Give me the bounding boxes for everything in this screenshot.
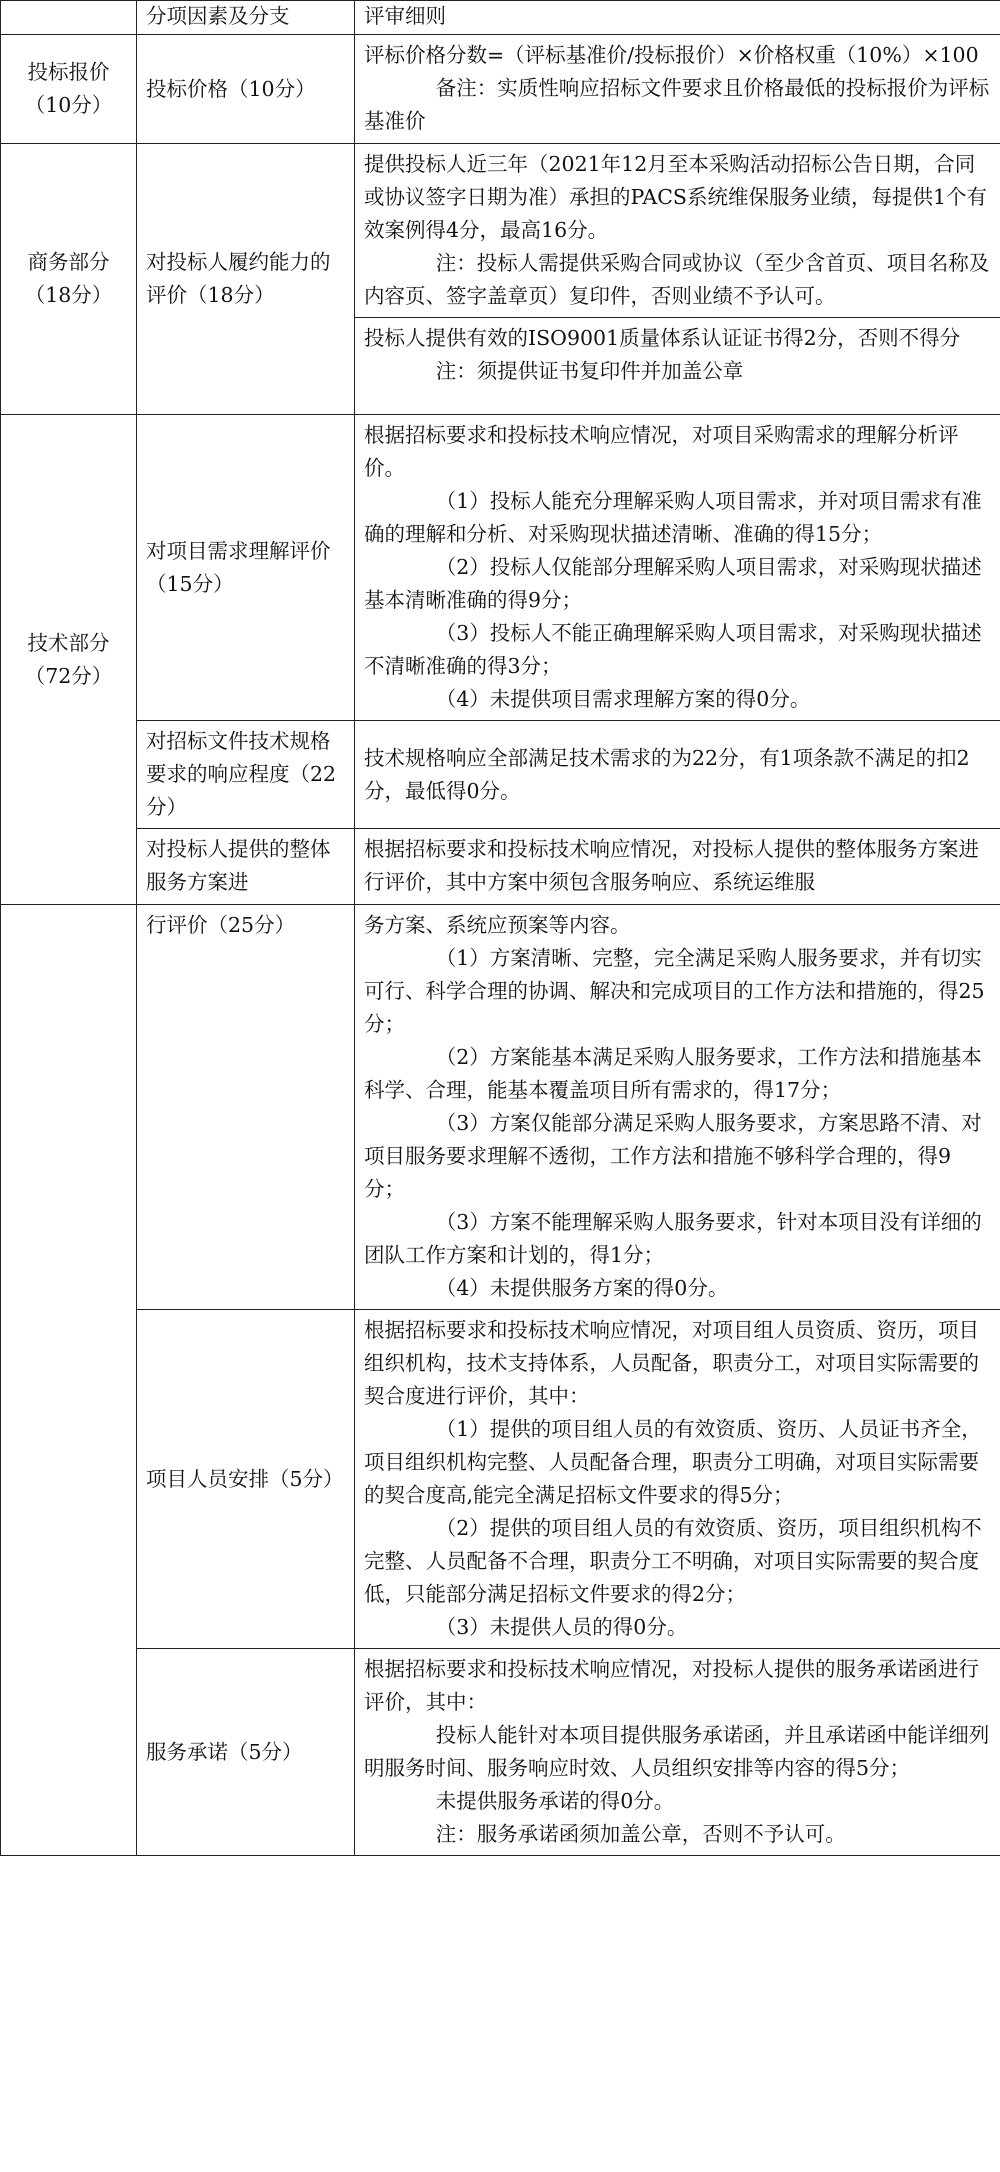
table-header-row <box>1 1 1000 35</box>
category-business <box>1 144 137 415</box>
detail-line: 未提供服务承诺的得0分。 <box>435 1789 675 1813</box>
sub-tech-spec-response: 对招标文件技术规格要求的响应程度（22分） <box>137 721 355 829</box>
sub-service-plan-part2: 行评价（25分） <box>137 905 355 1310</box>
detail-line: （1）提供的项目组人员的有效资质、资历、人员证书齐全，项目组织机构完整、人员配备合理，职责分工明确，对项目实际需要的契合度高,能完全满足招标文件要求的得5分； <box>364 1417 982 1507</box>
detail-staffing <box>355 1310 1000 1649</box>
detail-line: 根据招标要求和投标技术响应情况，对投标人提供的整体服务方案进行评价，其中方案中须包含服务响应、系统运维服 <box>364 837 979 894</box>
category-technical <box>1 415 137 905</box>
category-price-label: 投标报价 <box>27 60 110 84</box>
technical-row-5 <box>1 1649 1000 1856</box>
price-row <box>1 35 1000 144</box>
category-technical-continued <box>1 905 137 1856</box>
category-technical-label: 技术部分 <box>27 630 110 655</box>
header-cell-factor: 分项因素及分支 <box>137 1 355 35</box>
detail-line: 备注：实质性响应招标文件要求且价格最低的投标报价为评标基准价 <box>364 76 990 133</box>
technical-row-3b <box>1 905 1000 1310</box>
detail-line: 注：投标人需提供采购合同或协议（至少含首页、项目名称及内容页、签字盖章页）复印件，否则业绩不予认可。 <box>364 251 990 308</box>
detail-line: 投标人能针对本项目提供服务承诺函，并且承诺函中能详细列明服务时间、服务响应时效、人员组织安排等内容的得5分； <box>364 1723 990 1780</box>
detail-line: （1）投标人能充分理解采购人项目需求，并对项目需求有准确的理解和分析、对采购现状描述清晰、准确的得15分； <box>364 489 982 546</box>
detail-tech-spec-response <box>355 721 1000 829</box>
sub-price: 投标价格（10分） <box>137 35 355 144</box>
header-cell-blank <box>1 1 137 35</box>
technical-row-2 <box>1 721 1000 829</box>
category-business-label: 商务部分 <box>27 250 110 274</box>
detail-line: （4）未提供项目需求理解方案的得0分。 <box>435 687 811 711</box>
detail-service-commitment <box>355 1649 1000 1856</box>
detail-line: （2）提供的项目组人员的有效资质、资历，项目组织机构不完整、人员配备不合理，职责分工不明确，对项目实际需要的契合度低，只能部分满足招标文件要求的得2分； <box>364 1516 982 1606</box>
detail-line: （3）方案不能理解采购人服务要求，针对本项目没有详细的团队工作方案和计划的，得1分； <box>364 1210 982 1267</box>
detail-service-plan-part2 <box>355 905 1000 1310</box>
header-cell-detail: 评审细则 <box>355 1 1000 35</box>
detail-line: （3）投标人不能正确理解采购人项目需求，对采购现状描述不清晰准确的得3分； <box>364 621 982 678</box>
sub-requirement-understanding: 对项目需求理解评价（15分） <box>137 415 355 721</box>
detail-line: 根据招标要求和投标技术响应情况，对项目组人员资质、资历，项目组织机构，技术支持体系，人员配备，职责分工，对项目实际需要的契合度进行评价，其中： <box>364 1318 979 1408</box>
technical-row-3a <box>1 829 1000 905</box>
detail-business-iso <box>355 318 1000 415</box>
category-technical-points: （72分） <box>24 663 113 688</box>
detail-line: 技术规格响应全部满足技术需求的为22分，有1项条款不满足的扣2分，最低得0分。 <box>364 745 970 803</box>
detail-line: 注：服务承诺函须加盖公章，否则不予认可。 <box>435 1822 846 1846</box>
detail-line: 评标价格分数=（评标基准价/投标报价）×价格权重（10%）×100 <box>364 43 979 67</box>
sub-service-plan-part1: 对投标人提供的整体服务方案进 <box>137 829 355 905</box>
detail-line: 务方案、系统应预案等内容。 <box>364 913 631 937</box>
detail-requirement-understanding <box>355 415 1000 721</box>
detail-line: （2）方案能基本满足采购人服务要求，工作方法和措施基本科学、合理，能基本覆盖项目所有需求的，得17分； <box>364 1045 982 1102</box>
sub-service-commitment: 服务承诺（5分） <box>137 1649 355 1856</box>
detail-price <box>355 35 1000 144</box>
detail-line: 投标人提供有效的ISO9001质量体系认证证书得2分，否则不得分 <box>364 326 961 350</box>
detail-line: 根据招标要求和投标技术响应情况，对项目采购需求的理解分析评价。 <box>364 423 959 480</box>
sub-business: 对投标人履约能力的评价（18分） <box>137 144 355 415</box>
detail-line: （4）未提供服务方案的得0分。 <box>435 1276 729 1300</box>
category-price-points: （10分） <box>24 93 113 117</box>
technical-row-4 <box>1 1310 1000 1649</box>
detail-line: （2）投标人仅能部分理解采购人项目需求，对采购现状描述基本清晰准确的得9分； <box>364 555 982 612</box>
detail-line: （3）未提供人员的得0分。 <box>435 1615 688 1639</box>
detail-line: 提供投标人近三年（2021年12月至本采购活动招标公告日期，合同或协议签字日期为准）承担的PACS系统维保服务业绩，每提供1个有效案例得4分，最高16分。 <box>364 152 987 242</box>
technical-row-1 <box>1 415 1000 721</box>
sub-staffing: 项目人员安排（5分） <box>137 1310 355 1649</box>
detail-service-plan-part1 <box>355 829 1000 905</box>
category-price <box>1 35 137 144</box>
category-business-points: （18分） <box>24 283 113 307</box>
detail-line: （3）方案仅能部分满足采购人服务要求，方案思路不清、对项目服务要求理解不透彻，工作方法和措施不够科学合理的，得9分； <box>364 1111 982 1201</box>
detail-business-performance <box>355 144 1000 318</box>
detail-line: 注：须提供证书复印件并加盖公章 <box>435 359 744 383</box>
detail-line: （1）方案清晰、完整，完全满足采购人服务要求，并有切实可行、科学合理的协调、解决和完成项目的工作方法和措施的，得25分； <box>364 946 985 1036</box>
business-row-1 <box>1 144 1000 318</box>
detail-line: 根据招标要求和投标技术响应情况，对投标人提供的服务承诺函进行评价，其中： <box>364 1657 979 1714</box>
